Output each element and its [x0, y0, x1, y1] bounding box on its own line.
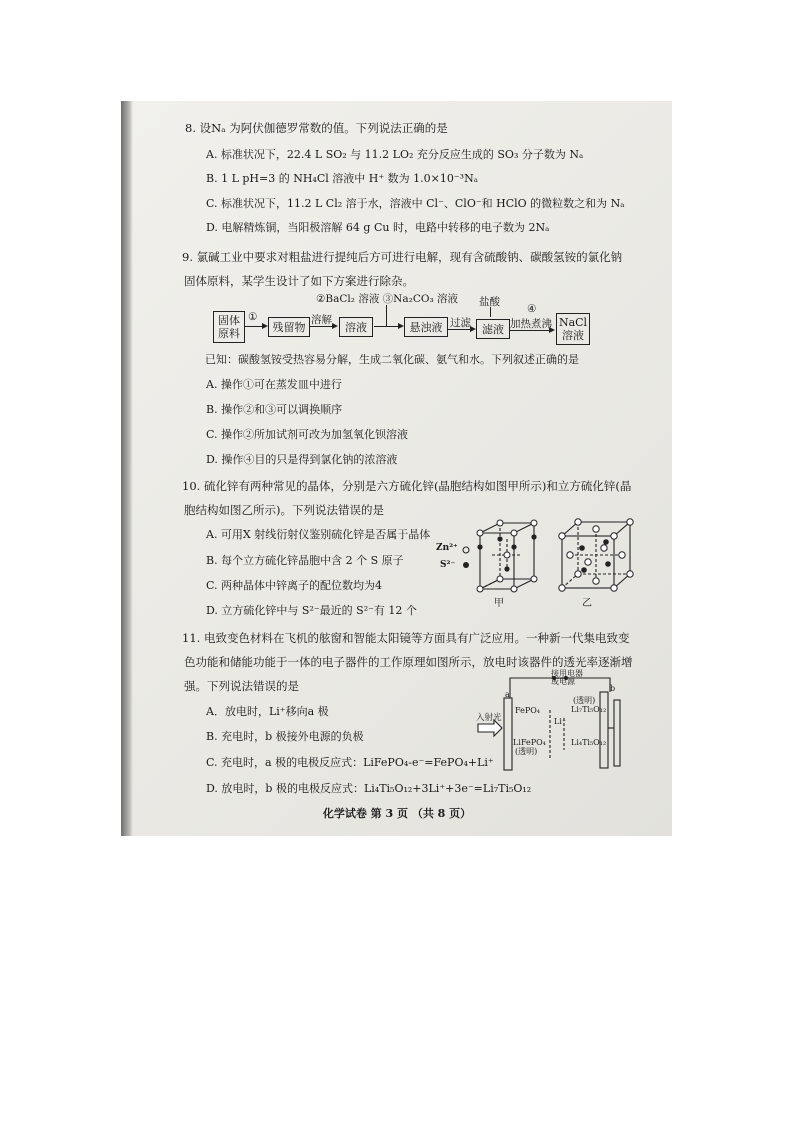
- q8-stem: 8. 设Nₐ 为阿伏伽德罗常数的值。下列说法正确的是: [185, 121, 448, 135]
- flow-heat-label: 加热煮沸: [510, 318, 552, 330]
- left-transparent-label: (透明): [515, 747, 538, 756]
- q8-option-d: D. 电解精炼铜，当阳极溶解 64 g Cu 时，电路中转移的电子数为 2Nₐ: [206, 221, 550, 234]
- q9-stem-line1: 9. 氯碱工业中要求对粗盐进行提纯后方可进行电解，现有含硫酸钠、碳酸氢铵的氯化钠: [182, 250, 623, 264]
- legend-s-label: S²⁻: [440, 560, 456, 570]
- flow-box-filtrate: 滤液: [476, 319, 510, 339]
- flow-arrow-4: [448, 329, 474, 330]
- li7ti5o12-label: Li₇Ti₅O₁₂: [571, 705, 607, 714]
- flow-filter-label: 过滤: [450, 317, 471, 329]
- flow-acid-line: [490, 307, 491, 317]
- legend-zn-label: Zn²⁺: [436, 543, 458, 553]
- q11-option-a: A．放电时，Li⁺移向a 极: [206, 705, 329, 718]
- flow-step1-label: ①: [248, 311, 258, 323]
- q9-stem-line2: 固体原料，某学生设计了如下方案进行除杂。: [184, 274, 414, 288]
- electrode-a-label: a: [505, 690, 510, 699]
- q9-option-c: C. 操作②所加试剂可改为加氢氧化钡溶液: [206, 428, 409, 441]
- q11-option-c: C. 充电时，a 极的电极反应式：LiFePO₄-e⁻=FePO₄+Li⁺: [206, 756, 494, 769]
- q11-option-d: D. 放电时，b 极的电极反应式：Li₄Ti₅O₁₂+3Li⁺+3e⁻=Li₇Ti₅O₁₂: [206, 782, 532, 795]
- q10-stem-line2: 胞结构如图乙所示)。下列说法错误的是: [184, 503, 384, 517]
- flow-dissolve-label: 溶解: [311, 314, 332, 326]
- flow-acid-label: 盐酸: [479, 296, 500, 308]
- hexagonal-zns-cell-diagram: [470, 519, 548, 595]
- flow-box-suspension: 悬浊液: [404, 317, 448, 337]
- flow-step4-number: ④: [527, 303, 537, 315]
- q10-option-b: B. 每个立方硫化锌晶胞中含 2 个 S 原子: [206, 554, 404, 567]
- label-yi: 乙: [582, 598, 592, 609]
- q9-option-d: D. 操作④目的只是得到氯化钠的浓溶液: [206, 453, 398, 466]
- page-edge-shadow: [121, 101, 133, 836]
- q9-known-info: 已知：碳酸氢铵受热容易分解，生成二氧化碳、氨气和水。下列叙述正确的是: [205, 353, 579, 366]
- li-ion-label: Li⁺: [554, 717, 567, 726]
- device-load-label-2: 或电源: [551, 677, 575, 686]
- page-footer: 化学试卷 第 3 页 （共 8 页）: [322, 807, 472, 820]
- flow-arrow-3: [374, 326, 402, 327]
- q11-stem-line2: 色功能和储能功能于一体的电子器件的工作原理如图所示，放电时该器件的透光率逐渐增: [184, 655, 633, 669]
- q9-option-a: A. 操作①可在蒸发皿中进行: [206, 378, 342, 391]
- q8-option-b: B. 1 L pH=3 的 NH₄Cl 溶液中 H⁺ 数为 1.0×10⁻³Nₐ: [206, 172, 478, 185]
- q11-stem-line3: 强。下列说法错误的是: [184, 679, 299, 693]
- q10-stem-line1: 10. 硫化锌有两种常见的晶体，分别是六方硫化锌(晶胞结构如图甲所示)和立方硫化锌(晶: [182, 479, 632, 493]
- flow-reagents-label: ②BaCl₂ 溶液 ③Na₂CO₃ 溶液: [316, 293, 459, 305]
- flow-arrow-5: [510, 330, 553, 331]
- q8-option-c: C. 标准状况下，11.2 L Cl₂ 溶于水，溶液中 Cl⁻、ClO⁻和 HClO 的微粒数之和为 Nₐ: [206, 197, 625, 210]
- q8-option-a: A. 标准状况下，22.4 L SO₂ 与 11.2 LO₂ 充分反应生成的 SO₃ 分子数为 Nₐ: [206, 148, 584, 161]
- right-transparent-label: (透明): [573, 696, 596, 705]
- electrode-b-label: b: [610, 684, 616, 693]
- incident-light-label: 入射光: [476, 713, 502, 723]
- fepo4-label: FePO₄: [515, 706, 540, 715]
- q10-option-a: A. 可用X 射线衍射仪鉴别硫化锌是否属于晶体: [206, 528, 431, 541]
- flow-box-solution: 溶液: [339, 317, 373, 337]
- q10-option-d: D. 立方硫化锌中与 S²⁻最近的 S²⁻有 12 个: [206, 604, 417, 617]
- q10-option-c: C. 两种晶体中锌离子的配位数均为4: [206, 579, 383, 592]
- li4ti5o12-label: Li₄Ti₅O₁₂: [571, 738, 607, 747]
- flow-arrow-2: [310, 326, 336, 327]
- flow-reagent-line: [386, 305, 387, 326]
- device-load-label: 接用电器: [551, 669, 583, 678]
- q11-option-b: B. 充电时，b 极接外电源的负极: [206, 730, 364, 743]
- lifepo4-label: LiFePO₄: [513, 738, 546, 747]
- flow-arrow-1: [245, 326, 266, 327]
- cubic-zns-cell-diagram: [554, 518, 636, 598]
- flow-box-residue: 残留物: [268, 317, 310, 337]
- flow-box-raw-solid: 固体 原料: [213, 311, 245, 343]
- label-jia: 甲: [494, 598, 504, 609]
- q9-option-b: B. 操作②和③可以调换顺序: [206, 403, 343, 416]
- q11-stem-line1: 11. 电致变色材料在飞机的舷窗和智能太阳镜等方面具有广泛应用。一种新一代集电致变: [182, 631, 630, 645]
- flow-box-nacl-solution: NaCl 溶液: [556, 313, 590, 345]
